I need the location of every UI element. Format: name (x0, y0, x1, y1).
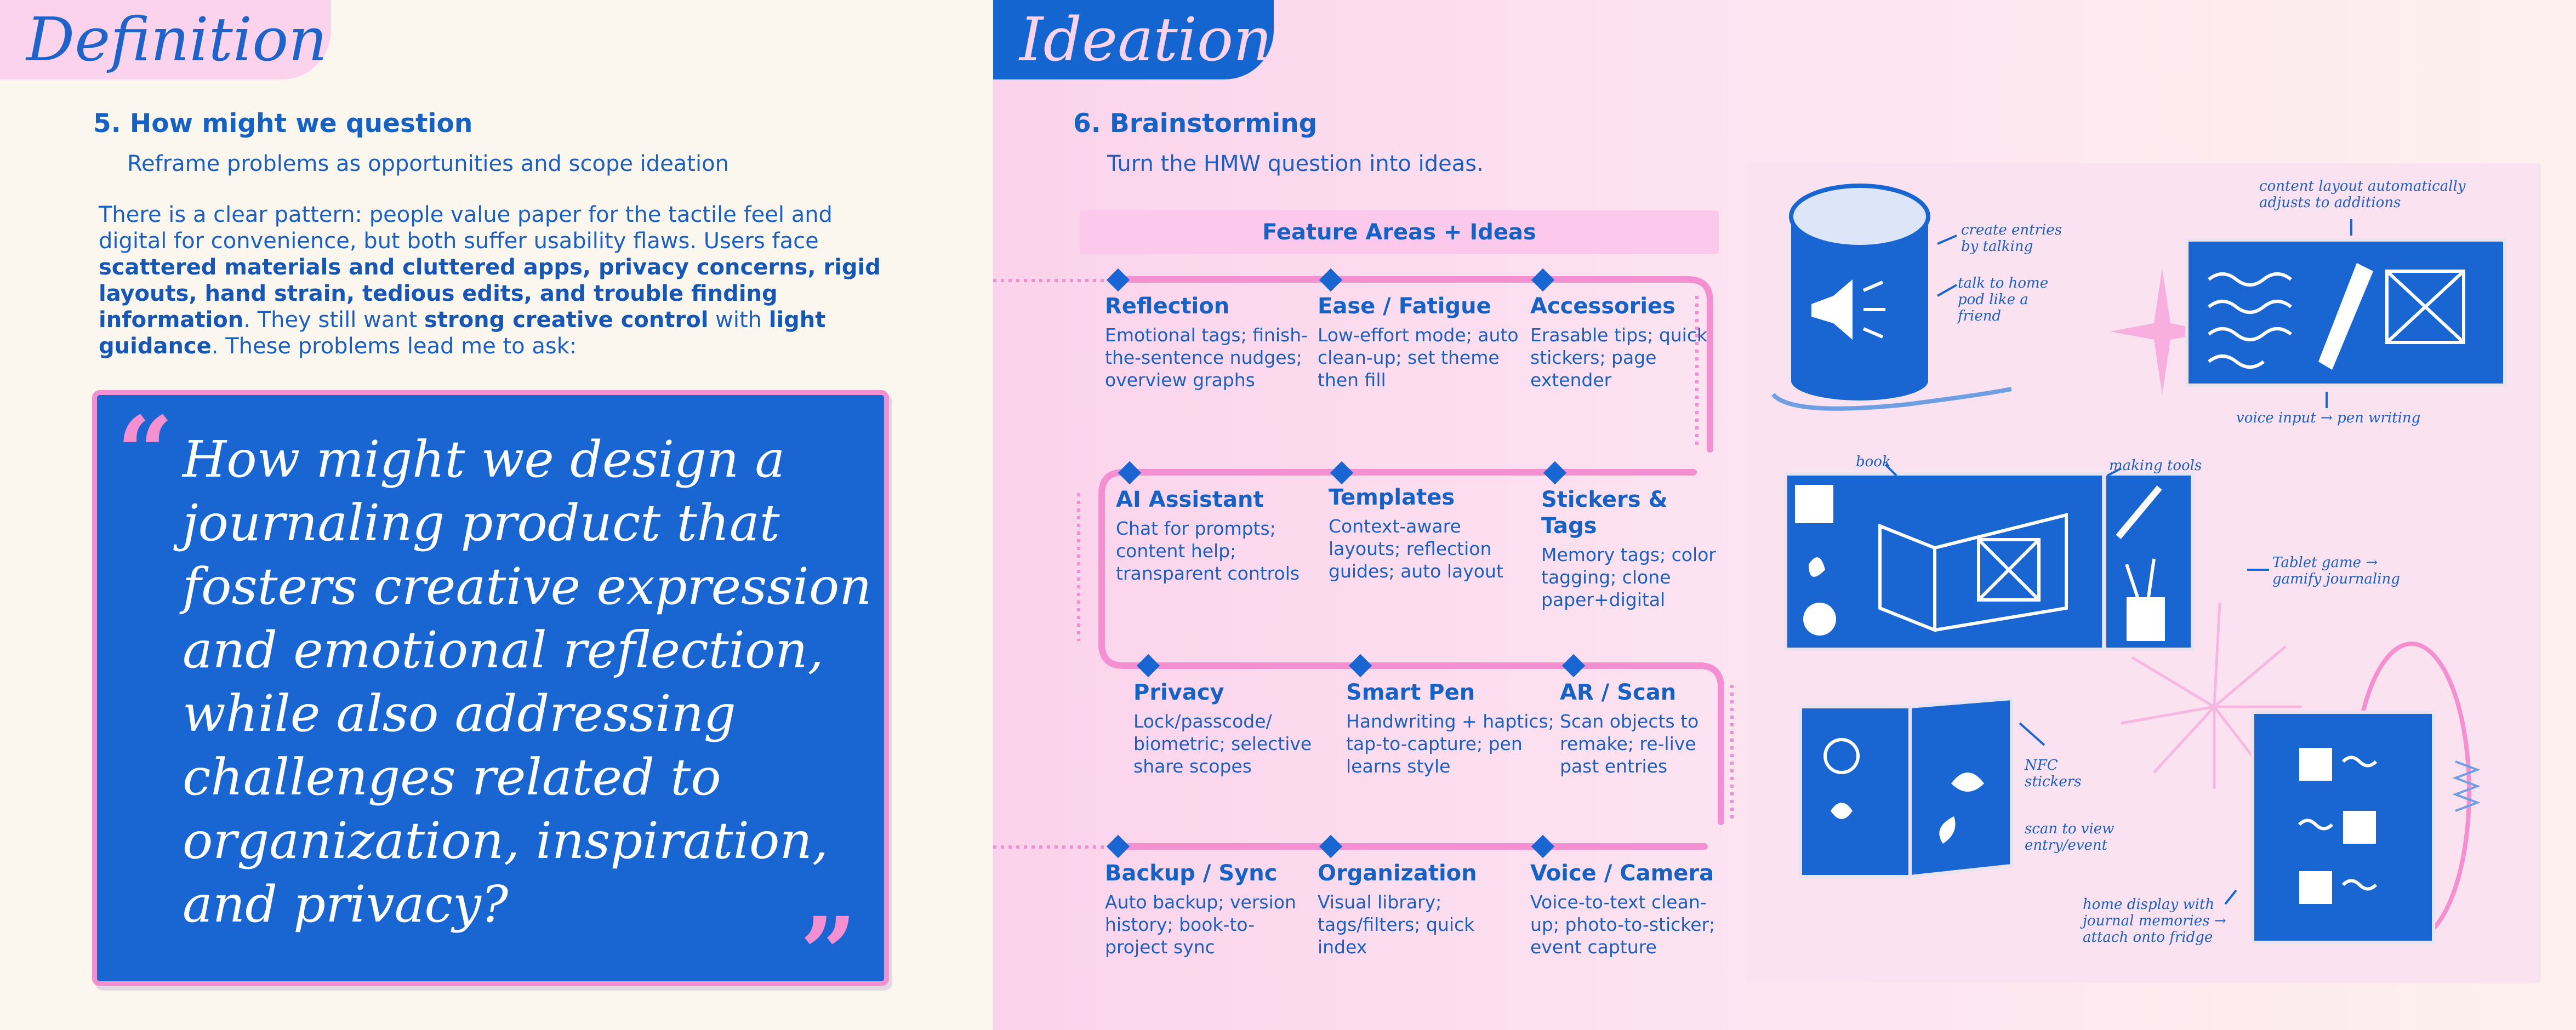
note-talk-pod: talk to home pod like a friend (1958, 275, 2049, 324)
feature-title: Smart Pen (1346, 680, 1475, 705)
feature-desc: Memory tags; color tagging; clone paper+digital (1541, 544, 1716, 610)
book-and-tools-sketch (1786, 474, 2192, 649)
note-auto-layout: content layout automatically adjusts to additions (2259, 178, 2466, 211)
open-quote-mark: “ (117, 395, 174, 511)
paragraph-text: . They still want (243, 307, 425, 333)
feature-title: Backup / Sync (1105, 861, 1278, 886)
brainstorm-heading: 6. Brainstorming (1073, 108, 1318, 139)
note-tablet-game: Tablet game → gamify journaling (2272, 554, 2400, 587)
paragraph-bold-guidance: light guidance (99, 307, 826, 359)
feature-desc: Erasable tips; quick stickers; page extender (1530, 324, 1708, 391)
feature-title: Reflection (1105, 294, 1230, 319)
close-quote-mark: ” (800, 896, 857, 1011)
note-talk-entries: create entries by talking (1961, 222, 2062, 255)
paragraph-text: . These problems lead me to ask: (211, 334, 577, 359)
paragraph-bold-control: strong creative control (424, 307, 709, 333)
note-making-tools: making tools (2109, 457, 2202, 474)
feature-desc: Voice-to-text clean-up; photo-to-sticker; event capture (1530, 891, 1716, 958)
feature-desc: Handwriting + haptics; tap-to-capture; pen learns style (1346, 711, 1554, 777)
feature-title: Templates (1329, 485, 1455, 510)
feature-desc: Scan objects to remake; re-live past entries (1560, 711, 1699, 777)
feature-desc: Chat for prompts; content help; transparent controls (1116, 518, 1300, 584)
hmw-question: How might we design a journaling product that fosters creative expression and emotional reflection, while also addressing challenges related to organization, inspiration, and privacy? (183, 430, 872, 934)
feature-title: AR / Scan (1560, 680, 1677, 705)
note-book: book (1856, 454, 1891, 470)
note-home-display: home display with journal memories → attach onto fridge (2083, 896, 2226, 946)
feature-desc: Context-aware layouts; reflection guides; auto layout (1329, 516, 1503, 582)
feature-title: Accessories (1530, 294, 1675, 319)
feature-desc: Emotional tags; finish-the-sentence nudges; overview graphs (1105, 324, 1308, 391)
hmw-heading: 5. How might we question (93, 108, 473, 139)
note-scan-view: scan to view entry/event (2025, 821, 2115, 854)
feature-title: Ease / Fatigue (1318, 294, 1491, 319)
hmw-subheading: Reframe problems as opportunities and scope ideation (127, 151, 729, 176)
paragraph-bold-problems: scattered materials and cluttered apps, privacy concerns, rigid layouts, hand strain, tedious edits, and trouble finding information (99, 255, 881, 333)
note-nfc: NFC stickers (2025, 757, 2082, 790)
paragraph-text: There is a clear pattern: people value paper for the tactile feel and digital for convenience, but both suffer usability flaws. Users face (99, 202, 833, 254)
nfc-journal-sketch (1800, 699, 2011, 877)
definition-tab-title: Definition (0, 0, 331, 79)
home-display-sketch (2253, 644, 2477, 942)
feature-areas-band: Feature Areas + Ideas (1080, 210, 1719, 254)
brainstorm-subheading: Turn the HMW question into ideas. (1107, 151, 1484, 176)
feature-title: Privacy (1133, 680, 1224, 705)
feature-desc: Visual library; tags/filters; quick index (1318, 891, 1475, 958)
feature-title: Stickers & Tags (1541, 487, 1668, 539)
feature-title: Voice / Camera (1530, 861, 1714, 886)
feature-title: Organization (1318, 861, 1477, 886)
paragraph-text: with (708, 307, 769, 333)
feature-desc: Low-effort mode; auto clean-up; set theme then fill (1318, 324, 1519, 391)
feature-desc: Auto backup; version history; book-to-project sync (1105, 891, 1296, 958)
feature-desc: Lock/passcode/ biometric; selective share scopes (1133, 711, 1312, 777)
note-voice-to-pen: voice input → pen writing (2236, 410, 2421, 426)
feature-title: AI Assistant (1116, 487, 1264, 512)
auto-layout-tablet-sketch (2187, 240, 2505, 385)
ideation-tab-title: Ideation (993, 0, 1274, 79)
